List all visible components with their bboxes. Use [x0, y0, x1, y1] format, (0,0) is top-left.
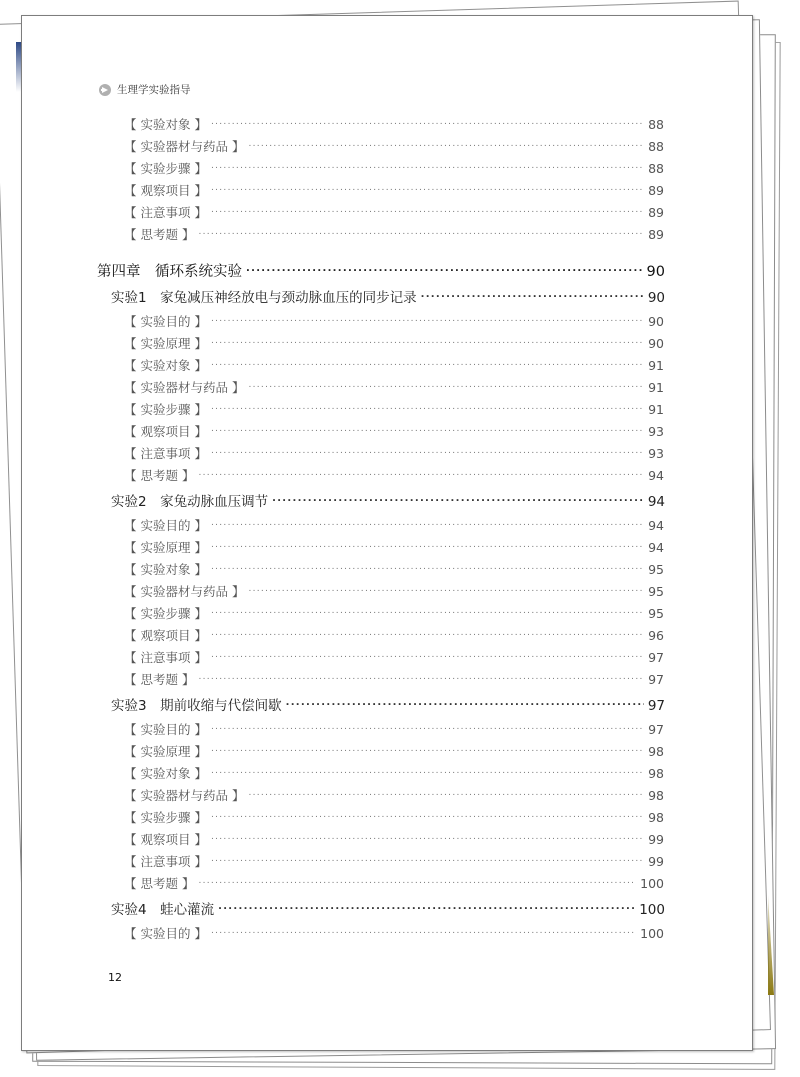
- toc-entry-label: 第四章 循环系统实验: [97, 264, 242, 280]
- toc-section-entry[interactable]: [124, 786, 664, 804]
- toc-entry-label: 【 注意事项 】: [124, 205, 207, 220]
- toc-page-number: 94: [648, 540, 664, 555]
- toc-page-number: 98: [648, 744, 664, 759]
- toc-entry-label: 实验2 家兔动脉血压调节: [111, 494, 269, 510]
- toc-page-number: 95: [648, 606, 664, 621]
- toc-page-number: 90: [648, 336, 664, 351]
- circle-arrow-right-icon: [99, 84, 111, 96]
- toc-experiment-entry[interactable]: [111, 490, 665, 510]
- dot-leader: [211, 810, 644, 823]
- toc-entry-label: 【 思考题 】: [124, 227, 195, 242]
- toc-entry-label: 【 观察项目 】: [124, 424, 207, 439]
- dot-leader: [211, 926, 636, 939]
- dot-leader: [211, 562, 644, 575]
- toc-page-number: 88: [648, 139, 664, 154]
- toc-entry-label: 【 观察项目 】: [124, 628, 207, 643]
- toc-section-entry[interactable]: [124, 874, 664, 892]
- dot-leader: [211, 161, 644, 174]
- toc-section-entry[interactable]: [124, 808, 664, 826]
- toc-entry-label: 【 实验器材与药品 】: [124, 139, 245, 154]
- dot-leader: [211, 606, 644, 619]
- toc-section-entry[interactable]: [124, 422, 664, 440]
- toc-entry-label: 【 实验原理 】: [124, 540, 207, 555]
- dot-leader: [198, 876, 636, 889]
- toc-page-number: 100: [639, 902, 665, 918]
- toc-section-entry[interactable]: [124, 466, 664, 484]
- toc-entry-label: 【 实验器材与药品 】: [124, 788, 245, 803]
- toc-entry-label: 实验1 家兔减压神经放电与颈动脉血压的同步记录: [111, 290, 417, 306]
- toc-section-entry[interactable]: [124, 830, 664, 848]
- dot-leader: [211, 358, 644, 371]
- dot-leader: [248, 788, 644, 801]
- toc-page-number: 89: [648, 183, 664, 198]
- toc-section-entry[interactable]: [124, 400, 664, 418]
- toc-page-number: 96: [648, 628, 664, 643]
- toc-chapter-entry[interactable]: [97, 260, 665, 281]
- toc-section-entry[interactable]: [124, 626, 664, 644]
- toc-entry-label: 【 思考题 】: [124, 672, 195, 687]
- dot-leader: [211, 722, 644, 735]
- toc-entry-label: 实验3 期前收缩与代偿间歇: [111, 698, 282, 714]
- toc-section-entry[interactable]: [124, 924, 664, 942]
- toc-entry-label: 【 实验步骤 】: [124, 810, 207, 825]
- toc-section-entry[interactable]: [124, 604, 664, 622]
- toc-page-number: 89: [648, 227, 664, 242]
- toc-entry-label: 【 观察项目 】: [124, 832, 207, 847]
- toc-entry-label: 【 实验步骤 】: [124, 402, 207, 417]
- toc-section-entry[interactable]: [124, 444, 664, 462]
- toc-section-entry[interactable]: [124, 582, 664, 600]
- toc-entry-label: 【 注意事项 】: [124, 446, 207, 461]
- toc-section-entry[interactable]: [124, 516, 664, 534]
- toc-section-entry[interactable]: [124, 720, 664, 738]
- toc-page-number: 90: [648, 314, 664, 329]
- book-page: [21, 15, 753, 1051]
- dot-leader: [248, 139, 644, 152]
- toc-section-entry[interactable]: [124, 648, 664, 666]
- toc-page-number: 97: [647, 698, 665, 714]
- toc-entry-label: 【 注意事项 】: [124, 650, 207, 665]
- dot-leader: [246, 262, 643, 277]
- toc-entry-label: 【 思考题 】: [124, 468, 195, 483]
- dot-leader: [198, 672, 644, 685]
- dot-leader: [248, 584, 644, 597]
- toc-entry-label: 【 实验目的 】: [124, 518, 207, 533]
- toc-experiment-entry[interactable]: [111, 898, 665, 918]
- toc-section-entry[interactable]: [124, 742, 664, 760]
- dot-leader: [218, 901, 635, 915]
- dot-leader: [198, 468, 644, 481]
- toc-page-number: 88: [648, 161, 664, 176]
- toc-entry-label: 【 实验原理 】: [124, 336, 207, 351]
- toc-experiment-entry[interactable]: [111, 286, 665, 306]
- toc-section-entry[interactable]: [124, 225, 664, 243]
- toc-page-number: 98: [648, 766, 664, 781]
- toc-section-entry[interactable]: [124, 312, 664, 330]
- dot-leader: [211, 832, 644, 845]
- toc-page-number: 89: [648, 205, 664, 220]
- toc-section-entry[interactable]: [124, 115, 664, 133]
- running-header: [99, 82, 191, 97]
- toc-entry-label: 【 实验目的 】: [124, 314, 207, 329]
- dot-leader: [272, 493, 644, 507]
- dot-leader: [211, 183, 644, 196]
- dot-leader: [211, 766, 644, 779]
- toc-page-number: 100: [640, 876, 664, 891]
- toc-page-number: 99: [648, 854, 664, 869]
- toc-page-number: 93: [648, 424, 664, 439]
- toc-page-number: 97: [648, 722, 664, 737]
- toc-entry-label: 【 实验步骤 】: [124, 606, 207, 621]
- dot-leader: [286, 697, 644, 711]
- toc-page-number: 98: [648, 788, 664, 803]
- running-title: 生理学实验指导: [117, 84, 191, 96]
- toc-entry-label: 【 思考题 】: [124, 876, 195, 891]
- dot-leader: [211, 446, 644, 459]
- toc-entry-label: 【 实验对象 】: [124, 562, 207, 577]
- dot-leader: [211, 540, 644, 553]
- toc-page-number: 88: [648, 117, 664, 132]
- toc-page-number: 94: [647, 494, 665, 510]
- toc-section-entry[interactable]: [124, 378, 664, 396]
- dot-leader: [211, 117, 644, 130]
- dot-leader: [211, 854, 644, 867]
- toc-page-number: 93: [648, 446, 664, 461]
- page-number: 12: [108, 971, 122, 984]
- dot-leader: [211, 424, 644, 437]
- dot-leader: [421, 289, 644, 303]
- toc-section-entry[interactable]: [124, 334, 664, 352]
- toc-section-entry[interactable]: [124, 356, 664, 374]
- toc-entry-label: 【 实验原理 】: [124, 744, 207, 759]
- toc-entry-label: 【 实验对象 】: [124, 358, 207, 373]
- toc-page-number: 91: [648, 402, 664, 417]
- toc-entry-label: 【 实验目的 】: [124, 722, 207, 737]
- toc-page-number: 97: [648, 650, 664, 665]
- toc-section-entry[interactable]: [124, 181, 664, 199]
- dot-leader: [211, 314, 644, 327]
- toc-section-entry[interactable]: [124, 764, 664, 782]
- toc-section-entry[interactable]: [124, 159, 664, 177]
- dot-leader: [198, 227, 644, 240]
- toc-page-number: 94: [648, 468, 664, 483]
- toc-page-number: 91: [648, 380, 664, 395]
- toc-page-number: 91: [648, 358, 664, 373]
- toc-page-number: 97: [648, 672, 664, 687]
- toc-section-entry[interactable]: [124, 560, 664, 578]
- toc-experiment-entry[interactable]: [111, 694, 665, 714]
- toc-entry-label: 【 实验器材与药品 】: [124, 380, 245, 395]
- dot-leader: [211, 402, 644, 415]
- toc-section-entry[interactable]: [124, 538, 664, 556]
- dot-leader: [211, 336, 644, 349]
- toc-page-number: 95: [648, 562, 664, 577]
- toc-entry-label: 【 实验器材与药品 】: [124, 584, 245, 599]
- dot-leader: [211, 205, 644, 218]
- toc-page-number: 98: [648, 810, 664, 825]
- toc-section-entry[interactable]: [124, 137, 664, 155]
- toc-entry-label: 【 观察项目 】: [124, 183, 207, 198]
- dot-leader: [211, 518, 644, 531]
- toc-page-number: 95: [648, 584, 664, 599]
- toc-page-number: 90: [647, 290, 665, 306]
- toc-entry-label: 【 注意事项 】: [124, 854, 207, 869]
- toc-page-number: 94: [648, 518, 664, 533]
- toc-entry-label: 【 实验目的 】: [124, 926, 207, 941]
- toc-section-entry[interactable]: [124, 670, 664, 688]
- dot-leader: [211, 650, 644, 663]
- dot-leader: [211, 744, 644, 757]
- toc-page-number: 99: [648, 832, 664, 847]
- toc-entry-label: 实验4 蛙心灌流: [111, 902, 215, 918]
- toc-entry-label: 【 实验步骤 】: [124, 161, 207, 176]
- toc-page-number: 100: [640, 926, 664, 941]
- toc-entry-label: 【 实验对象 】: [124, 766, 207, 781]
- dot-leader: [248, 380, 644, 393]
- toc-page-number: 90: [646, 264, 665, 280]
- toc-section-entry[interactable]: [124, 852, 664, 870]
- dot-leader: [211, 628, 644, 641]
- toc-section-entry[interactable]: [124, 203, 664, 221]
- toc-entry-label: 【 实验对象 】: [124, 117, 207, 132]
